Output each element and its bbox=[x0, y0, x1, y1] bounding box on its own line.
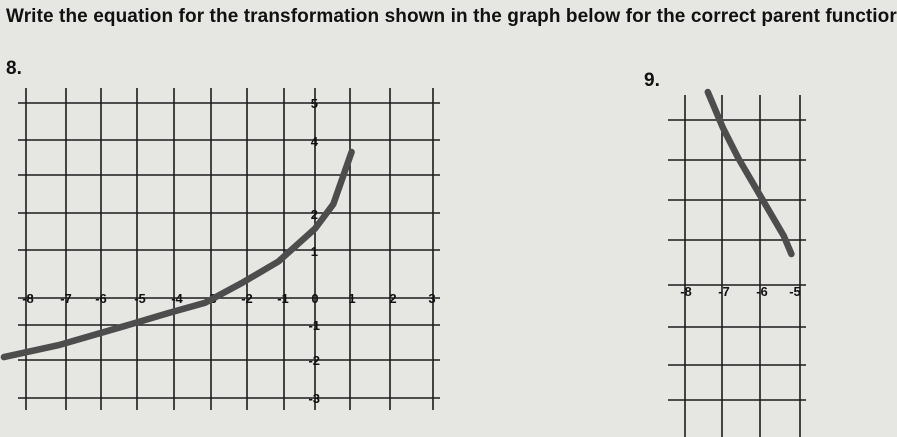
y-tick-label: 5 bbox=[310, 96, 318, 111]
x-tick-label: -1 bbox=[277, 291, 289, 306]
x-tick-label: -6 bbox=[756, 284, 768, 299]
problem-8-number: 8. bbox=[6, 58, 22, 79]
problem-8-curve bbox=[4, 152, 352, 357]
x-tick-label: 1 bbox=[348, 291, 356, 306]
problem-8-graph bbox=[4, 88, 440, 410]
problem-9-tick-labels bbox=[680, 284, 801, 299]
y-tick-label: 4 bbox=[310, 134, 318, 149]
y-tick-label: -1 bbox=[308, 318, 320, 333]
y-tick-label: -3 bbox=[308, 391, 320, 406]
x-tick-label: -7 bbox=[60, 291, 72, 306]
problem-9-number: 9. bbox=[644, 70, 660, 91]
problem-9-graph bbox=[668, 92, 806, 437]
instruction-text: Write the equation for the transformation shown in the graph below for the correct parent functior bbox=[6, 6, 897, 27]
x-tick-label: 2 bbox=[389, 291, 397, 306]
problem-9-grid bbox=[668, 95, 806, 437]
x-tick-label: -5 bbox=[789, 284, 801, 299]
x-tick-label: -2 bbox=[241, 291, 253, 306]
x-tick-label: 3 bbox=[428, 291, 436, 306]
x-tick-label: -8 bbox=[680, 284, 692, 299]
y-tick-label: 2 bbox=[310, 207, 318, 222]
y-tick-label: -2 bbox=[308, 353, 320, 368]
x-tick-label: 0 bbox=[311, 291, 319, 306]
x-tick-label: -4 bbox=[171, 291, 183, 306]
x-tick-label: -5 bbox=[134, 291, 146, 306]
problem-8-grid bbox=[18, 88, 440, 410]
problem-9-curve bbox=[708, 92, 792, 254]
y-tick-label: 1 bbox=[310, 244, 318, 259]
x-tick-label: -3 bbox=[205, 291, 217, 306]
x-tick-label: -8 bbox=[22, 291, 34, 306]
x-tick-label: -7 bbox=[718, 284, 730, 299]
x-tick-label: -6 bbox=[95, 291, 107, 306]
